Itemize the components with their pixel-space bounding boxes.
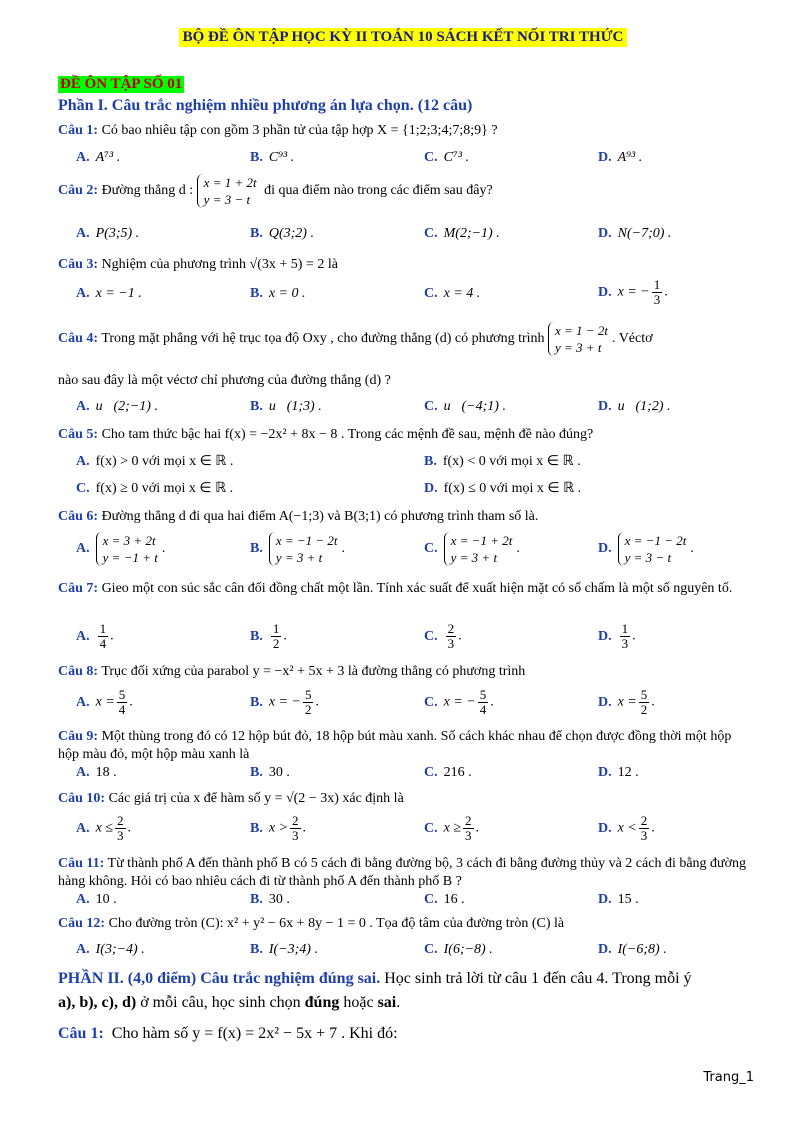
option-a[interactable]: A. I(3;−4) . <box>76 942 145 957</box>
option-d[interactable]: D. $\frac{1}{3}$ . <box>598 621 636 651</box>
part2-heading: PHẦN II. (4,0 điểm) Câu trắc nghiệm đúng sai. <box>58 970 381 987</box>
question-7: Câu 7: Gieo một con súc sắc cân đối đồng chất một lần. Tính xác suất để xuất hiện mặt có số chấm là một số nguyên tố. <box>58 581 733 596</box>
option-c[interactable]: C. f(x) ≥ 0 với mọi x ∈ ℝ . <box>76 481 234 496</box>
option-b[interactable]: B. C⁹³ . <box>250 150 295 165</box>
option-b[interactable]: B. u⃗(1;3) . <box>250 399 322 414</box>
option-c[interactable]: C. C⁷³ . <box>424 150 470 165</box>
option-b[interactable]: B. $\frac{1}{2}$ . <box>250 621 287 651</box>
option-a[interactable]: A. x ≤ $\frac{2}{3}$ . <box>76 813 132 843</box>
question-11: Câu 11: Từ thành phố A đến thành phố B có 5 cách đi bằng đường bộ, 3 cách đi bằng đường thủy và 2 cách đi bằng đường hàng không. Hỏi có bao nhiêu cách đi từ thành phố A đến thành phố B ? <box>58 856 747 889</box>
option-d[interactable]: D. f(x) ≤ 0 với mọi x ∈ ℝ . <box>424 481 582 496</box>
title-wrap <box>58 28 748 47</box>
option-c[interactable]: C. M(2;−1) . <box>424 226 500 241</box>
option-b[interactable]: B. f(x) < 0 với mọi x ∈ ℝ . <box>424 454 581 469</box>
options-10 <box>58 814 748 848</box>
option-b[interactable]: B. x = 0 . <box>250 286 306 301</box>
exam-tag: ĐỀ ÔN TẬP SỐ 01 <box>60 76 183 92</box>
question-6: Câu 6: Đường thẳng d đi qua hai điểm A(−1;3) và B(3;1) có phương trình tham số là. <box>58 509 539 524</box>
option-b[interactable]: B. x > $\frac{2}{3}$ . <box>250 813 307 843</box>
option-a[interactable]: A. u⃗(2;−1) . <box>76 399 158 414</box>
question-12: Câu 12: Cho đường tròn (C): x² + y² − 6x + 8y − 1 = 0 . Tọa độ tâm của đường tròn (C) là <box>58 916 565 931</box>
option-b[interactable]: B. Q(3;2) . <box>250 226 314 241</box>
part1-heading: Phần I. Câu trắc nghiệm nhiều phương án lựa chọn. (12 câu) <box>58 97 473 114</box>
option-c[interactable]: C. x = 4 . <box>424 286 481 301</box>
question-text: Có bao nhiêu tập con gồm 3 phần tử của tập hợp X = {1;2;3;4;7;8;9} ? <box>101 123 498 138</box>
option-a[interactable]: A. P(3;5) . <box>76 226 140 241</box>
question-2: Câu 2: Đường thẳng d : x = 1 + 2t y = 3 − t đi qua điểm nào trong các điểm sau đây? <box>58 175 493 207</box>
option-d[interactable]: D. I(−6;8) . <box>598 942 667 957</box>
option-c[interactable]: C. x ≥ $\frac{2}{3}$ . <box>424 813 480 843</box>
option-a[interactable]: A. $\frac{1}{4}$ . <box>76 621 114 651</box>
question-number: Câu 1: <box>58 123 99 138</box>
option-d[interactable]: D. x = $\frac{5}{2}$ . <box>598 687 655 717</box>
option-a[interactable]: A. x = $\frac{5}{4}$ . <box>76 687 133 717</box>
question-text: Nghiệm của phương trình √(3x + 5) = 2 là <box>101 257 338 272</box>
part2-question-1: Câu 1: Cho hàm số y = f(x) = 2x² − 5x + 7 . Khi đó: <box>58 1025 398 1042</box>
option-d[interactable]: D. A⁹³ . <box>598 150 643 165</box>
question-9: Câu 9: Một thùng trong đó có 12 hộp bút đỏ, 18 hộp bút màu xanh. Số cách khác nhau để chọn được đồng thời một hộp hộp màu đỏ, một hộp màu xanh là <box>58 729 732 762</box>
question-1 <box>58 122 748 140</box>
options-5-cd <box>58 480 748 500</box>
options-5-ab <box>58 453 748 473</box>
option-d[interactable]: D. N(−7;0) . <box>598 226 672 241</box>
options-6 <box>58 532 748 576</box>
document-title: BỘ ĐỀ ÔN TẬP HỌC KỲ II TOÁN 10 SÁCH KẾT NỐI TRI THỨC <box>179 28 628 47</box>
option-d[interactable]: D. 12 . <box>598 765 639 780</box>
page-number: Trang_1 <box>703 1070 754 1085</box>
equation-system: x = 1 + 2t y = 3 − t <box>197 174 261 208</box>
options-3 <box>58 277 748 307</box>
equation-system: x = 1 − 2t y = 3 + t <box>548 322 612 356</box>
options-11 <box>58 892 748 912</box>
option-a[interactable]: A. 10 . <box>76 892 117 907</box>
option-d[interactable]: D. x = − $\frac{1}{3}$ . <box>598 277 668 307</box>
options-9 <box>58 765 748 785</box>
option-b[interactable]: B. x = −1 − 2t y = 3 + t . <box>250 533 346 565</box>
option-b[interactable]: B. 30 . <box>250 765 290 780</box>
option-c[interactable]: C. u⃗(−4;1) . <box>424 399 506 414</box>
option-a[interactable]: A. x = −1 . <box>76 286 142 301</box>
option-d[interactable]: D. u⃗(1;2) . <box>598 399 671 414</box>
question-8: Câu 8: Trục đối xứng của parabol y = −x² + 5x + 3 là đường thẳng có phương trình <box>58 664 526 679</box>
option-d[interactable]: D. 15 . <box>598 892 639 907</box>
option-a[interactable]: A. x = 3 + 2t y = −1 + t . <box>76 533 166 565</box>
options-7 <box>58 622 748 656</box>
options-8 <box>58 688 748 722</box>
question-number: Câu 2: <box>58 183 99 199</box>
options-12 <box>58 942 748 962</box>
option-d[interactable]: D. x = −1 − 2t y = 3 − t . <box>598 533 694 565</box>
option-d[interactable]: D. x < $\frac{2}{3}$ . <box>598 813 655 843</box>
options-2 <box>58 226 748 246</box>
option-b[interactable]: B. 30 . <box>250 892 290 907</box>
options-4 <box>58 399 748 419</box>
option-a[interactable]: A. f(x) > 0 với mọi x ∈ ℝ . <box>76 454 234 469</box>
option-b[interactable]: B. x = − $\frac{5}{2}$ . <box>250 687 319 717</box>
option-c[interactable]: C. 16 . <box>424 892 465 907</box>
option-c[interactable]: C. x = − $\frac{5}{4}$ . <box>424 687 494 717</box>
option-a[interactable]: A. 18 . <box>76 765 117 780</box>
option-c[interactable]: C. I(6;−8) . <box>424 942 493 957</box>
option-b[interactable]: B. I(−3;4) . <box>250 942 318 957</box>
option-a[interactable]: A. A⁷³ . <box>76 150 121 165</box>
question-number: Câu 1: <box>58 1025 104 1042</box>
question-5: Câu 5: Cho tam thức bậc hai f(x) = −2x² + 8x − 8 . Trong các mệnh đề sau, mệnh đề nào đúng? <box>58 427 594 442</box>
question-10: Câu 10: Các giá trị của x để hàm số y = √(2 − 3x) xác định là <box>58 791 404 806</box>
option-c[interactable]: C. x = −1 + 2t y = 3 + t . <box>424 533 520 565</box>
question-4: Câu 4: Trong mặt phẳng với hệ trục tọa độ Oxy , cho đường thẳng (d) có phương trình x = 1 − 2t y = 3 + t . Véctơ <box>58 323 653 355</box>
option-c[interactable]: C. 216 . <box>424 765 472 780</box>
question-3: Câu 3: Nghiệm của phương trình √(3x + 5) = 2 là <box>58 257 338 272</box>
part2-intro: PHẦN II. (4,0 điểm) Câu trắc nghiệm đúng sai. Học sinh trả lời từ câu 1 đến câu 4. Trong mỗi ý a), b), c), d) ở mỗi câu, học sinh chọn đúng hoặc sai. <box>58 970 692 1011</box>
options-1 <box>58 150 748 170</box>
option-c[interactable]: C. $\frac{2}{3}$ . <box>424 621 462 651</box>
question-4-line2: nào sau đây là một véctơ chỉ phương của đường thẳng (d) ? <box>58 373 391 388</box>
